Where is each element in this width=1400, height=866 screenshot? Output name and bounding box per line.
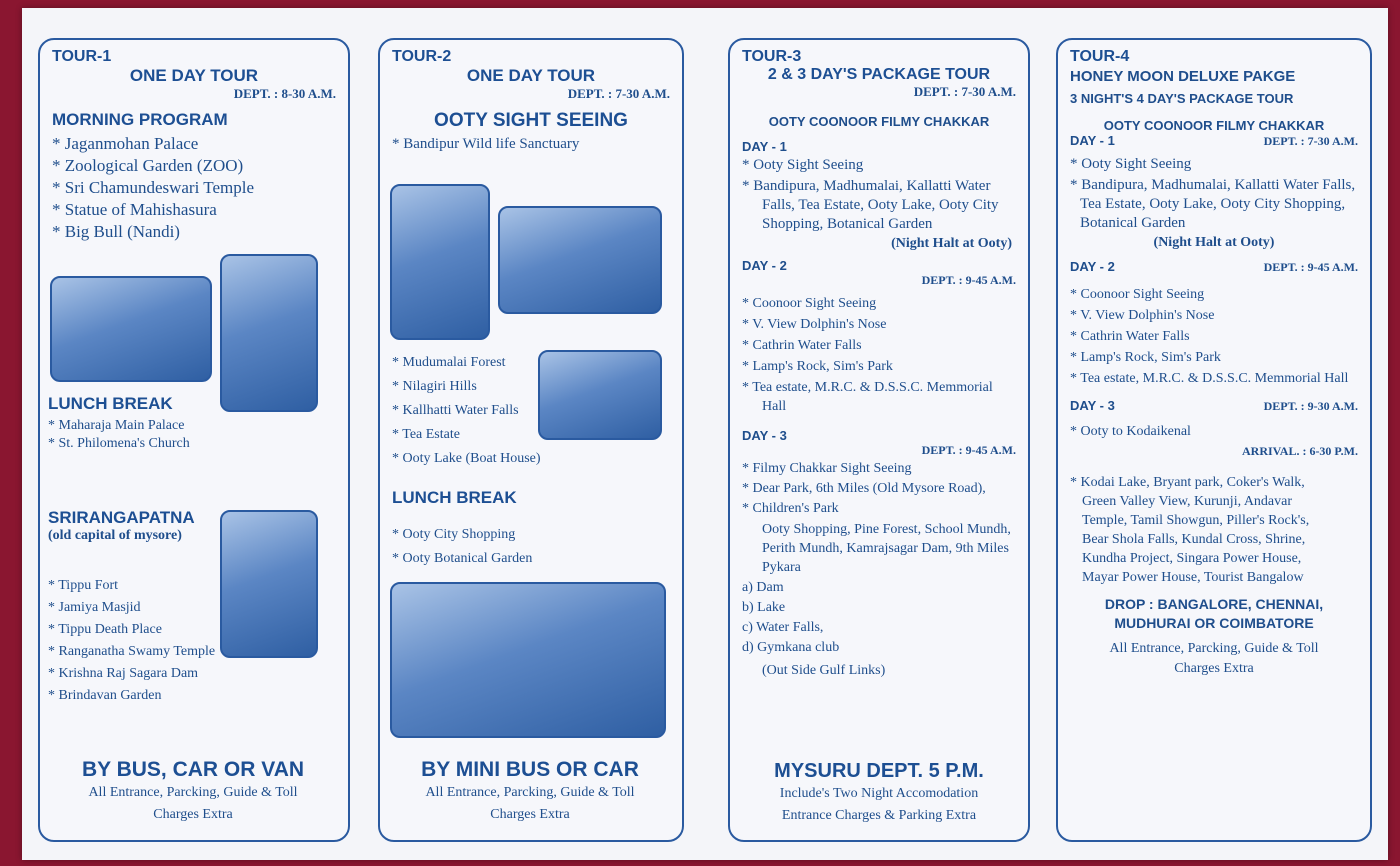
list-item: * Bandipura, Madhumalai, Kallatti Water Falls, Tea Estate, Ooty Lake, Ooty City Shopping, Botanical Garden bbox=[742, 178, 999, 232]
tour-1-panel bbox=[38, 38, 350, 842]
tour-4-day-2-list bbox=[1070, 285, 1358, 388]
tour-4-day-3-dept: DEPT. : 9-30 A.M. bbox=[1263, 399, 1358, 413]
tour-3-day-3-note: (Out Side Gulf Links) bbox=[762, 663, 886, 678]
tour-4-arrival: ARRIVAL. : 6-30 P.M. bbox=[1241, 444, 1358, 458]
list-item: * Filmy Chakkar Sight Seeing bbox=[742, 461, 912, 476]
list-item: * Coonoor Sight Seeing bbox=[1070, 287, 1205, 302]
list-item: * Bandipura, Madhumalai, Kallatti Water Falls, Tea Estate, Ooty Lake, Ooty City Shopping, Botanical Garden bbox=[1070, 177, 1356, 231]
list-item: * V. View Dolphin's Nose bbox=[742, 317, 887, 332]
list-item: * Tea estate, M.R.C. & D.S.S.C. Memmorial Hall bbox=[742, 380, 993, 414]
tour-3-night-halt: (Night Halt at Ooty) bbox=[891, 236, 1012, 251]
list-item: * Tea estate, M.R.C. & D.S.S.C. Memmorial Hall bbox=[1070, 371, 1349, 386]
list-item: * Children's Park bbox=[742, 501, 839, 516]
tour-3-departure: MYSURU DEPT. 5 P.M. bbox=[774, 760, 984, 782]
tour-2-title: ONE DAY TOUR bbox=[466, 66, 596, 85]
list-item: * V. View Dolphin's Nose bbox=[1070, 308, 1215, 323]
tour-4-subtitle-2: OOTY COONOOR FILMY CHAKKAR bbox=[1103, 118, 1325, 133]
brochure-sheet bbox=[22, 8, 1388, 860]
tour-2-lunch-list bbox=[392, 524, 672, 570]
tour-3-day-3-text: Ooty Shopping, Pine Forest, School Mundh, Perith Mundh, Kamrajsagar Dam, 9th Miles Pykara bbox=[762, 522, 1011, 575]
tour-4-note-line-1: All Entrance, Parcking, Guide & Toll bbox=[1109, 641, 1319, 656]
tippu-tiger-photo bbox=[220, 510, 318, 658]
morning-program-list bbox=[52, 134, 336, 242]
tour-4-day-2-dept: DEPT. : 9-45 A.M. bbox=[1263, 260, 1358, 274]
srirangapatna-heading: SRIRANGAPATNA bbox=[48, 508, 195, 527]
bandipur-item: * Bandipur Wild life Sanctuary bbox=[392, 136, 580, 152]
tour-4-day-1: DAY - 1 bbox=[1070, 133, 1115, 148]
ooty-sight-seeing-heading: OOTY SIGHT SEEING bbox=[434, 110, 628, 131]
tour-3-day-2-dept: DEPT. : 9-45 A.M. bbox=[921, 273, 1016, 287]
tour-4-note-line-2: Charges Extra bbox=[1174, 661, 1254, 676]
tour-3-day-3-options bbox=[742, 579, 1016, 657]
tea-hills-photo bbox=[538, 350, 662, 440]
list-item: * Ooty City Shopping bbox=[392, 527, 516, 542]
list-item: * Dear Park, 6th Miles (Old Mysore Road), bbox=[742, 481, 986, 496]
tour-4-panel bbox=[1056, 38, 1372, 842]
list-item: * Nilagiri Hills bbox=[392, 379, 477, 394]
list-item: * Zoological Garden (ZOO) bbox=[52, 156, 244, 175]
morning-program-heading: MORNING PROGRAM bbox=[52, 110, 228, 129]
tour-4-day-1-list bbox=[1070, 155, 1358, 233]
tour-3-day-2: DAY - 2 bbox=[742, 258, 787, 273]
tour-2-panel bbox=[378, 38, 684, 842]
tour-3-day-2-list bbox=[742, 294, 1016, 416]
list-item: * Krishna Raj Sagara Dam bbox=[48, 666, 199, 681]
tour-4-day-3-item: * Ooty to Kodaikenal bbox=[1070, 424, 1191, 439]
list-item: * Ranganatha Swamy Temple bbox=[48, 644, 216, 659]
tour-4-subtitle-1: 3 NIGHT'S 4 DAY'S PACKAGE TOUR bbox=[1070, 91, 1294, 106]
list-item: * St. Philomena's Church bbox=[48, 436, 190, 451]
tour-3-title: 2 & 3 DAY'S PACKAGE TOUR bbox=[767, 66, 991, 83]
list-item: * Kallhatti Water Falls bbox=[392, 403, 519, 418]
list-item: * Ooty Lake (Boat House) bbox=[392, 451, 541, 466]
list-item: * Ooty Sight Seeing bbox=[1070, 156, 1192, 172]
tour-4-label: TOUR-4 bbox=[1070, 48, 1130, 65]
list-item: c) Water Falls, bbox=[742, 620, 824, 635]
list-item: * Tippu Fort bbox=[48, 578, 119, 593]
tour-3-panel bbox=[728, 38, 1030, 842]
list-item: * Jaganmohan Palace bbox=[52, 134, 199, 153]
list-item: * Lamp's Rock, Sim's Park bbox=[742, 359, 893, 374]
tour-3-day-3: DAY - 3 bbox=[742, 428, 787, 443]
tour-1-note-line-1: All Entrance, Parcking, Guide & Toll bbox=[88, 785, 298, 800]
church-photo bbox=[50, 276, 212, 382]
tour-4-day-1-dept: DEPT. : 7-30 A.M. bbox=[1263, 134, 1358, 148]
tour-1-label: TOUR-1 bbox=[52, 48, 112, 65]
tour-2-sights-list bbox=[392, 350, 541, 472]
botanical-garden-photo bbox=[390, 582, 666, 738]
tour-1-lunch-list bbox=[48, 418, 238, 452]
list-item: * Brindavan Garden bbox=[48, 688, 162, 703]
tour-3-dept: DEPT. : 7-30 A.M. bbox=[913, 84, 1016, 99]
list-item: * Mudumalai Forest bbox=[392, 355, 506, 370]
list-item: d) Gymkana club bbox=[742, 640, 840, 655]
tour-3-label: TOUR-3 bbox=[742, 48, 802, 65]
tour-4-day-3-places: * Kodai Lake, Bryant park, Coker's Walk, Green Valley View, Kurunji, Andavar Temple, Tamil Showgun, Piller's Rock's, Bear Shola Falls, Kundal Cross, Shrine, Kundha Project, Singara Power House, Mayar Power House, Tourist Bangalow bbox=[1070, 475, 1310, 585]
list-item: * Coonoor Sight Seeing bbox=[742, 296, 877, 311]
list-item: b) Lake bbox=[742, 600, 786, 615]
tour-2-label: TOUR-2 bbox=[392, 48, 452, 65]
tour-3-day-3-list bbox=[742, 460, 1016, 518]
list-item: * Big Bull (Nandi) bbox=[52, 222, 180, 241]
list-item: a) Dam bbox=[742, 580, 784, 595]
safari-jeeps-photo bbox=[498, 206, 662, 314]
list-item: * Sri Chamundeswari Temple bbox=[52, 178, 254, 197]
tour-3-note-line-2: Entrance Charges & Parking Extra bbox=[781, 808, 977, 823]
tour-4-day-3: DAY - 3 bbox=[1070, 398, 1115, 413]
tour-3-day-1-list bbox=[742, 156, 1016, 234]
tour-2-dept: DEPT. : 7-30 A.M. bbox=[567, 86, 670, 101]
list-item: * Jamiya Masjid bbox=[48, 600, 141, 615]
list-item: * Statue of Mahishasura bbox=[52, 200, 217, 219]
tour-4-title: HONEY MOON DELUXE PAKGE bbox=[1070, 68, 1296, 85]
list-item: * Lamp's Rock, Sim's Park bbox=[1070, 350, 1221, 365]
srirangapatna-subtitle: (old capital of mysore) bbox=[48, 528, 182, 543]
elephant-photo bbox=[390, 184, 490, 340]
tour-3-day-1: DAY - 1 bbox=[742, 139, 787, 154]
tour-1-title: ONE DAY TOUR bbox=[129, 66, 259, 85]
tour-2-transport: BY MINI BUS OR CAR bbox=[421, 758, 639, 781]
list-item: * Ooty Sight Seeing bbox=[742, 157, 864, 173]
tour-2-note-line-2: Charges Extra bbox=[490, 807, 570, 822]
tour-4-drop: DROP : BANGALORE, CHENNAI, MUDHURAI OR COIMBATORE bbox=[1104, 596, 1324, 631]
list-item: * Ooty Botanical Garden bbox=[392, 551, 533, 566]
list-item: * Cathrin Water Falls bbox=[1070, 329, 1190, 344]
list-item: * Cathrin Water Falls bbox=[742, 338, 862, 353]
tour-3-note-line-1: Include's Two Night Accomodation bbox=[779, 786, 979, 801]
tour-3-subtitle: OOTY COONOOR FILMY CHAKKAR bbox=[768, 114, 990, 129]
tour-3-day-3-dept: DEPT. : 9-45 A.M. bbox=[921, 443, 1016, 457]
list-item: * Tea Estate bbox=[392, 427, 460, 442]
tour-1-lunch-heading: LUNCH BREAK bbox=[48, 394, 173, 413]
list-item: * Maharaja Main Palace bbox=[48, 418, 185, 433]
tour-1-dept: DEPT. : 8-30 A.M. bbox=[233, 86, 336, 101]
tour-2-note-line-1: All Entrance, Parcking, Guide & Toll bbox=[425, 785, 635, 800]
tour-2-lunch-heading: LUNCH BREAK bbox=[392, 488, 517, 507]
tour-1-note-line-2: Charges Extra bbox=[153, 807, 233, 822]
tour-4-night-halt: (Night Halt at Ooty) bbox=[1153, 235, 1275, 250]
list-item: * Tippu Death Place bbox=[48, 622, 162, 637]
tour-1-transport: BY BUS, CAR OR VAN bbox=[81, 758, 305, 781]
mahishasura-statue-photo bbox=[220, 254, 318, 412]
tour-4-day-2: DAY - 2 bbox=[1070, 259, 1115, 274]
